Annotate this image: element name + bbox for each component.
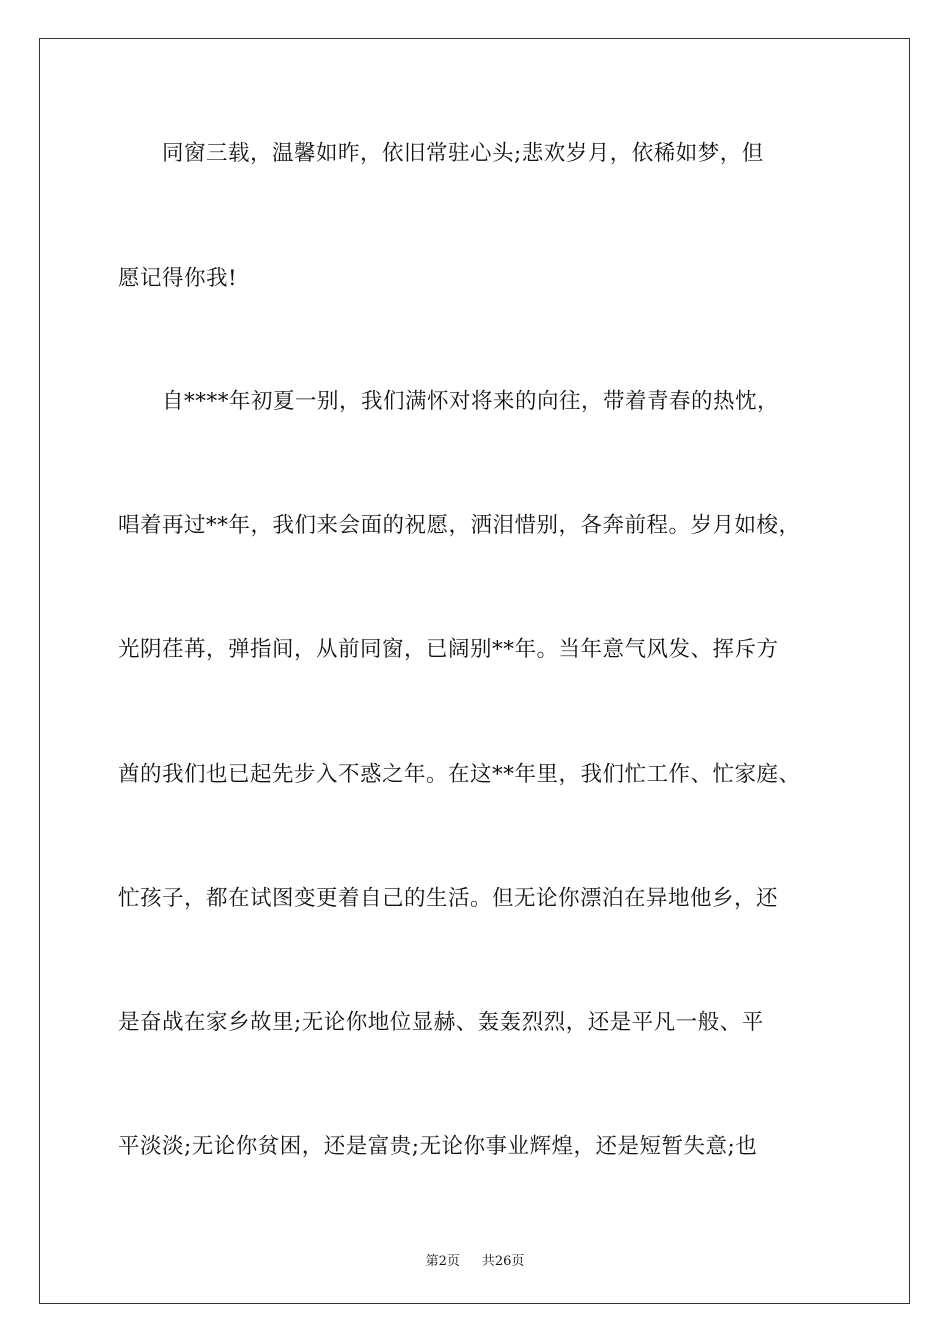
- text-line: 自****年初夏一别，我们满怀对将来的向往，带着青春的热忱，: [118, 389, 780, 414]
- page-total: 共26页: [481, 1254, 525, 1269]
- page-border: [39, 38, 910, 1304]
- page-number: 第2页: [425, 1254, 460, 1269]
- text-line: 忙孩子，都在试图变更着自己的生活。但无论你漂泊在异地他乡，还: [118, 886, 779, 911]
- text-line: 酋的我们也已起先步入不惑之年。在这**年里，我们忙工作、忙家庭、: [118, 762, 801, 787]
- text-line: 光阴荏苒，弹指间，从前同窗，已阔别**年。当年意气风发、挥斥方: [118, 637, 779, 662]
- text-line: 愿记得你我!: [118, 266, 238, 291]
- text-line: 平淡淡;无论你贫困，还是富贵;无论你事业辉煌，还是短暂失意;也: [118, 1134, 758, 1159]
- text-line: 同窗三载，温馨如昨，依旧常驻心头;悲欢岁月，依稀如梦，但: [118, 141, 764, 166]
- text-line: 是奋战在家乡故里;无论你地位显赫、轰轰烈烈，还是平凡一般、平: [118, 1010, 764, 1035]
- page-footer: [0, 1250, 950, 1269]
- text-line: 唱着再过**年，我们来会面的祝愿，洒泪惜别，各奔前程。岁月如梭，: [118, 513, 801, 538]
